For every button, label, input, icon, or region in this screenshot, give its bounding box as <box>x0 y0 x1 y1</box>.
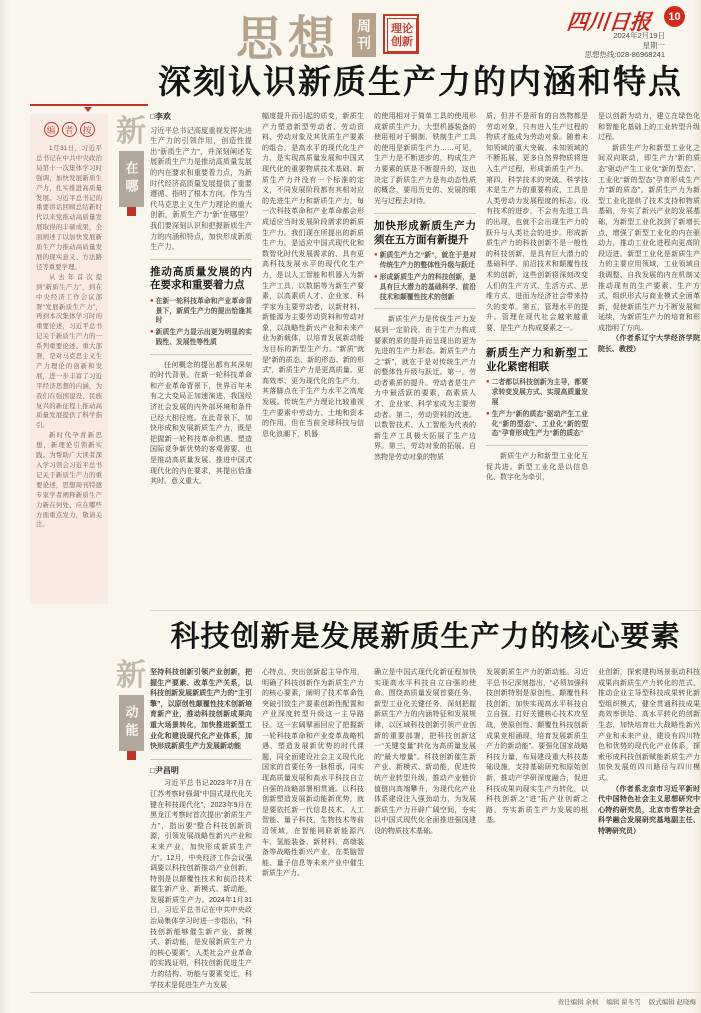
body-paragraph: 确立是中国式现代化新征程加快实现高水平科技自立自强的使命。围绕高质量发展首要任务、新型工业化关键任务，深刻把握新质生产力的内涵特征和发展规律，以区域科技创新引领产业创新的重要部署，把科技创新这一“关键变量”转化为高质量发展的“最大增量”。科技创新催生新产业、新模式、新动能，促进传统产业转型升级，推动产业链价值链向高端攀升，为现代化产业体系建设注入强劲动力，为发展新质生产力开辟广阔空间，夯实以中国式现代化全面推进强国建设的物质技术基础。 <box>374 669 476 835</box>
article1-byline: □李欢 <box>150 112 171 121</box>
column-divider <box>150 259 252 260</box>
weekday-text: 星期一 <box>642 40 665 50</box>
bullet-dot-icon: ● <box>150 297 154 304</box>
column-divider <box>486 340 588 341</box>
bullet-dot-icon: ● <box>374 252 378 259</box>
column-divider <box>486 445 588 446</box>
bullet-item <box>486 410 588 439</box>
editor-note-label-char: 编 <box>44 122 59 137</box>
footer-credit-item: 责任编辑 余枫 <box>557 999 599 1006</box>
body-paragraph: 幅度提升而引起的质变，新质生产力塑造新型劳动者、劳动资料、劳动对象及其优质生产要素的组合，是高水平的现代化生产力，是实现高质量发展和中国式现代化的重要物质技术基础。新质生产力并没有一个标准的定义，不同发展阶段都有其相对应的先进生产力和新质生产力，每一次科技革命和产业革命都会形成适应当时发展阶段需求的新质生产力。我们现在所提出的新质生产力，是适应中国式现代化和数智化时代发展需求的、具有更高科技发展水平的现代化生产力，是以人工智能和机器人为新生产工具，以数据等为新生产要素，以高素质人才、企业家、科学家为主要劳动者，以新材料、新能源为主要劳动资料和劳动对象，以战略性新兴产业和未来产业为新载体，以培育发展新动能为目标的新型生产力。“新质”就是“新的质态、新的形态、新的形式”，新质生产力是更高质量、更高效率、更为现代化的生产力，其落脚点在于生产力水平之高度发展。传统生产力理论比较重视生产要素中劳动力、土地和资本的作用，但在当前全球科技与信息化浪潮下，机器 <box>262 113 364 438</box>
article2-attribution: （作者系北京市习近平新时代中国特色社会主义思想研究中心特约研究员，北京市哲学社会科学融合发展研究基地副主任、特聘研究员） <box>598 785 700 835</box>
bullet-text: 在新一轮科技革命和产业革命背景下，新质生产力的提出恰逢其时 <box>155 297 252 325</box>
bullet-dot-icon: ● <box>374 273 378 280</box>
section-label-red-square <box>127 751 136 760</box>
section-label-xindongneng <box>113 660 149 760</box>
footer-rule <box>30 992 701 993</box>
newspaper-name-logo: 四川日报 <box>565 9 653 34</box>
body-paragraph: 新质生产力是传统生产力发展到一定阶段，由于生产力构成要素的质的提升而呈现出的更为先进的生产力形态。新质生产力之“新”，就在于是对传统生产力的整体性升级与跃迁。第一，劳动者素质的提升。劳动者是生产力中最活跃的要素，高素质人才、企业家、科学家成为主要劳动者。第二，劳动资料的改进。以数智技术、人工智能为代表的新生产工具极大拓展了生产边界。第三，劳动对象的拓展。自然物是劳动对象的物质 <box>374 316 476 462</box>
bullet-dot-icon: ● <box>150 329 154 336</box>
column-divider <box>150 759 252 760</box>
editor-note-label-char: 按 <box>80 122 95 137</box>
bullet-text: 形成新质生产力的科技创新，是具有巨大潜力的基础科学、前沿技术和颠覆性技术的创新 <box>379 273 476 301</box>
bullet-text: 新质生产力之“新”，就在于是对传统生产力的整体性升级与跃迁 <box>379 252 476 270</box>
article1-subhead-2: 加快形成新质生产力须在五方面有新提升 <box>374 220 476 246</box>
article2-intro: 坚持科技创新引领产业创新，把握生产要素、改革生产关系，以科技创新发展新质生产力的“主引擎”，以原创性颠覆性技术创新培育新产业，推动科技创新成果向重大场景转化，加快推进新型工业化和建设现代化产业体系，加快形成新质生产力发展新动能 <box>150 669 252 751</box>
body-paragraph: 发展新质生产力的新动能。习近平总书记深刻指出，“必须加强科技创新特别是原创性、颠覆性科技创新，加快实现高水平科技自立自强，打好关键核心技术攻坚战，使原创性、颠覆性科技创新成果竞相涌现，培育发展新质生产力的新动能”。要强化国家战略科技力量，布局建设重大科技基础设施，支持基础研究和原始创新，推动产学研深度融合，促进科技成果向现实生产力转化，以科技创新之“进”拓产业创新之路，夯实新质生产力发展的根基。 <box>486 669 588 825</box>
article1-column-1 <box>150 112 252 610</box>
editor-note-paragraph: 从去年首次提到“新质生产力”，到在中央经济工作会议部署“发展新质生产力”，再到本次集体学习时的重要论述，习近平总书记关于新质生产力的一系列重要论述、重大部署，是对马克思主义生产力理论的创新和发展，进一步丰富了习近平经济思想的内涵，为我们在强国建设、民族复兴的新征程上推动高质量发展提供了科学指引。 <box>36 273 102 430</box>
editor-note-top-rule <box>30 104 148 106</box>
bullet-item <box>374 251 476 271</box>
seal-inner <box>387 18 417 52</box>
bullet-dot-icon: ● <box>486 410 490 417</box>
column-divider <box>374 213 476 214</box>
hotline-text: 思想热线:028-86968241 <box>584 50 665 59</box>
footer-credit-item: 编辑 翟冬雪 <box>606 999 641 1006</box>
article1-headline: 深刻认识新质生产力的内涵和特点 <box>158 63 683 100</box>
section-label-block: 动能 <box>119 695 144 751</box>
body-paragraph: 心特点，突出创新起主导作用，明确了科技创新作为新质生产力的核心要素，阐明了技术革命性突破引致生产要素创新性配置和产业深度转型升级这一主导路径。这一宏阔擘画回应了把握新一轮科技革命和产业变革战略机遇、塑造发展新优势的时代课题，同全面建设社会主义现代化国家的首要任务一脉相承，同实现高质量发展和高水平科技自立自强的战略部署相贯通。以科技创新塑造发展新动能新优势，就是要依托新一代信息技术、人工智能、量子科技、生物技术等前沿领域，在智能网联新能源汽车、氢能装备、新材料、高端装备等战略性新兴产业，在类脑智能、量子信息等未来产业中催生新质生产力。 <box>262 669 364 878</box>
seal-line: 创新 <box>391 35 413 48</box>
bullet-text: 新质生产力显示出更为明显的实践性、发展性等性质 <box>155 329 252 346</box>
article1-attribution: （作者系辽宁大学经济学院院长、教授） <box>598 335 700 354</box>
weekly-block-badge <box>352 13 376 57</box>
bullet-item <box>150 297 252 326</box>
body-paragraph: 业创新，探索建构场景驱动科技成果向新质生产力转化的范式，推动企业主导型科技成果转化新型组织模式，健全贯通科技成果高效率供给、高水平转化的创新生态，加快培育壮大战略性新兴产业和未来产业，建设有四川特色和优势的现代化产业体系，探索形成科技创新赋能新质生产力加快发展的四川路径与四川模式。 <box>598 669 700 782</box>
article1-subhead-1: 推动高质量发展的内在要求和重要着力点 <box>150 265 252 292</box>
article1-column-3 <box>374 112 476 610</box>
article2-column-4 <box>486 668 588 988</box>
footer-credit-item: 版式编辑 赵晓梅 <box>648 999 696 1006</box>
body-paragraph: 质，但并不是所有的自然物都是劳动对象，只有进入生产过程的物质才能成为劳动对象。随着未知领域的重大突破、未知领域的不断拓展，更多自然界物质将进入生产过程，形成新质生产力。第四，科学技术的突破。科学技术是生产力的重要构成，工具是人类劳动力发展程度的标志。没有技术的进步，不会有先进工具的出现，也就不会出现生产力的跃升与人类社会的进步。形成新质生产力的科技创新不是一般性的科技创新，是具有巨大潜力的基础科学、前沿技术和颠覆性技术的创新，这些创新将深刻改变人们的生产方式、生活方式、思维方式，进而为经济社会带来持久的变革。第五，管理水平的提升。管理在现代社会越来越重要，是生产力构成要素之一。 <box>486 113 588 332</box>
article1-column-2 <box>262 112 364 610</box>
page-number-badge: 10 <box>664 6 685 27</box>
article2-column-1 <box>150 668 252 988</box>
section-label-block: 在哪 <box>119 151 144 207</box>
article2-column-3 <box>374 668 476 988</box>
mid-page-rule <box>150 610 701 611</box>
section-label-red-square <box>127 207 136 216</box>
editor-note-paragraph: 1月31日，习近平总书记在中共中央政治局第十一次集体学习时强调，加快发展新质生产力，扎实推进高质量发展。习近平总书记的重要讲话回顾总结新时代以来党推动高质量发展取得的丰硕成果，全面阐述了以加快发展新质生产力推动高质量发展的现实意义、方法路径等重要学理。 <box>36 145 102 271</box>
editor-note-label <box>36 122 102 137</box>
section-label-xinzaina <box>113 116 149 216</box>
section-label-big-char: 新 <box>116 658 146 693</box>
section-label-big-char: 新 <box>116 114 146 149</box>
weekly-masthead-title: 思想 <box>236 12 340 67</box>
body-paragraph: 习近平总书记2023年7月在江苏考察时强调“中国式现代化关键在科技现代化”，2023年9月在黑龙江考察时首次提出“新质生产力”，指出要“整合科技创新资源，引领发展战略性新兴产业和未来产业，加快形成新质生产力”。12月，中央经济工作会议强调要以科技创新推动产业创新，特别是以颠覆性技术和前沿技术催生新产业、新模式、新动能，发展新质生产力。2024年1月31日，习近平总书记在中共中央政治局集体学习时进一步指出，“科技创新能够催生新产业、新模式、新动能，是发展新质生产力的核心要素”。人类社会产业革命的实践证明，科技创新促进生产力的结构、功能与要素变迁，科学技术是促进生产力发展 <box>150 780 252 989</box>
theory-innovation-seal-icon <box>383 14 419 54</box>
bullet-item <box>486 378 588 407</box>
editor-note-box <box>30 114 108 604</box>
bullet-dot-icon: ● <box>486 379 490 386</box>
article2-headline: 科技创新是发展新质生产力的核心要素 <box>170 621 681 653</box>
column-divider <box>374 308 476 309</box>
seal-line: 理论 <box>391 22 413 35</box>
bullet-item <box>150 328 252 348</box>
body-paragraph: 的使用相对于简单工具的使用形成新质生产力，大型机器装备的使用相对于铜制、铁制生产工具的使用是新质生产力……可见，生产力是不断进步的，构成生产力要素的质是不断提升的，这也决定了新质生产力是有动态性质的概念，要用历史的、发展的眼光与过程去对待。 <box>374 113 476 205</box>
article2-column-5 <box>598 668 700 988</box>
body-paragraph: 新质生产力和新型工业化互促共进。新型工业化是以信息化、数字化为牵引， <box>486 453 588 482</box>
weekly-block-char: 刊 <box>357 35 371 51</box>
body-paragraph: 是以创新为动力，建立在绿色化和智能化基础上的工业转型升级过程。 <box>598 113 700 142</box>
date-text: 2024年2月19日 <box>613 31 665 40</box>
article1-column-5 <box>598 112 700 610</box>
bullet-text: 生产力“新的质态”驱动产生工业化“新的型态”、工业化“新的型态”孕育形成生产力“新的质态” <box>491 410 588 438</box>
article1-subhead-3: 新质生产力和新型工业化紧密相联 <box>486 347 588 373</box>
editor-note-paragraph: 新时代孕育新思想，新理论引领新实践。为帮助广大读者深入学习领会习近平总书记关于新质生产力的重要论述，思想周刊特邀专家学者阐释新质生产力新在何处、应在哪些方面重点发力，敬请关注。 <box>36 432 102 529</box>
article1-column-4 <box>486 112 588 610</box>
body-paragraph: 新质生产力和新型工业化之间双向联动，即生产力“新的质态”驱动产生工业化“新的型态”、工业化“新的型态”孕育形成生产力“新的质态”。新质生产力为新型工业化提供了技术支持和物质基础，夯实了新兴产业的发展基础，为新型工业化找到了新增长点，增强了新型工业化的内在驱动力，推动工业化进程向更高阶段迈进。新型工业化是新质生产力的主要应用领域，工业领域自我调整、自我发展的内在机制又推动现有的生产要素、生产方式、组织形式与商业模式全面革新，促使新质生产力不断发展和延续，为新质生产力的培育和形成指明了方向。 <box>598 144 700 332</box>
article2-column-2 <box>262 668 364 988</box>
editor-note-label-char: 者 <box>62 122 77 137</box>
weekly-block-char: 周 <box>357 18 371 34</box>
body-paragraph: 任何概念的提出都有其深刻的时代背景。在新一轮科技革命和产业革命背景下，世界百年未有之大变局正加速演进，我国经济社会发展的内外部环境和条件已经大相径庭。在此背景下，加快形成和发展新质生产力，既是把握新一轮科技革命机遇、塑造国际竞争新优势的客观需要，也是推动高质量发展、推进中国式现代化的内在要求，其提出恰逢其时、意义重大。 <box>150 361 252 486</box>
footer-credits <box>558 997 696 1006</box>
bullet-text: 二者都以科技创新为主导，都要求转变发展方式、实现高质量发展 <box>491 379 588 407</box>
bullet-item <box>374 273 476 302</box>
column-divider <box>150 354 252 355</box>
article1-intro: 习近平总书记高度重视发挥先进生产力的引领作用，创造性提出“新质生产力”，并深刻阐述发展新质生产力是推动高质量发展的内在要求和重要着力点，为新时代经济高质量发展提供了重要遵循、指明了根本方向。作为当代马克思主义生产力理论的重大创新，新质生产力“新”在哪里？我们要深刻认识和把握新质生产力的内涵和特点，加快形成新质生产力。 <box>150 125 252 252</box>
editor-note-arrow-icon <box>84 107 92 112</box>
article2-byline: □尹昌明 <box>150 765 179 775</box>
